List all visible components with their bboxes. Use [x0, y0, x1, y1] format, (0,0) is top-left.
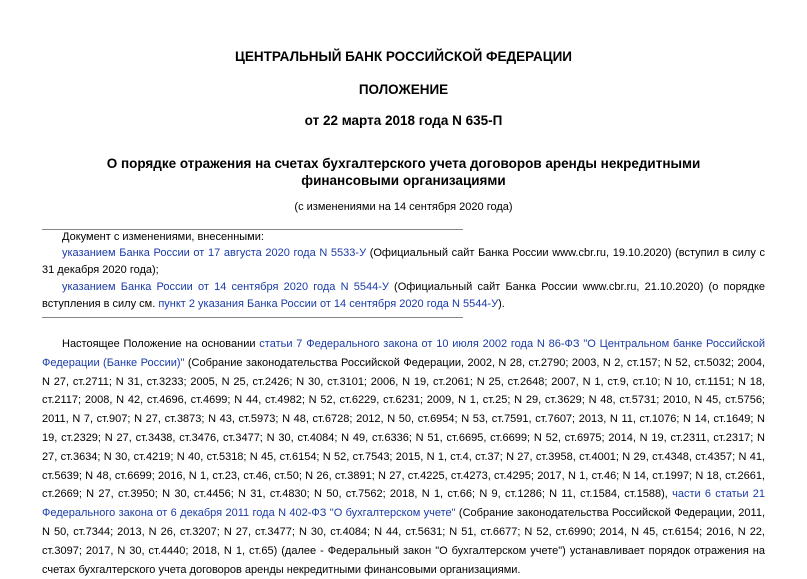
main-text-1: Настоящее Положение на основании	[62, 338, 260, 350]
document-date-number: от 22 марта 2018 года N 635-П	[304, 113, 503, 128]
main-paragraph	[42, 335, 765, 579]
change-item-1	[42, 245, 765, 280]
main-text-3: (Собрание законодательства Российской Федерации, 2011, N 50, ст.7344; 2013, N 26, ст.3207; N 27, ст.3477; N 30, ст.4084; N 44, ст.5631; N 51, ст.6677; N 52, ст.6990; 2014, N 45, ст.6154; 2016, N 22, ст.3097; 2017, N 30, ст.4440; 2018, N 1, ст.65) (далее - Федеральный закон "О бухгалтерском учете") устанавливает порядок отражения на счетах бухгалтерского учета договоров аренды некредитными финансовыми организациями.	[42, 507, 765, 576]
main-text-2: (Собрание законодательства Российской Федерации, 2002, N 28, ст.2790; 2003, N 2, ст.157; N 52, ст.5032; 2004, N 27, ст.2711; N 31, ст.3233; 2005, N 25, ст.2426; N 30, ст.3101; 2006, N 19, ст.2061; N 25, ст.2648; 2007, N 1, ст.9, ст.10; N 10, ст.1151; N 18, ст.2117; 2008, N 42, ст.4696, ст.4699; N 44, ст.4982; N 52, ст.6229, ст.6231; 2009, N 1, ст.25; N 29, ст.3629; N 48, ст.5731; 2010, N 45, ст.5756; 2011, N 7, ст.907; N 27, ст.3873; N 43, ст.5973; N 48, ст.6728; 2012, N 50, ст.6954; N 53, ст.7591, ст.7607; 2013, N 11, ст.1076; N 14, ст.1649; N 19, ст.2329; N 27, ст.3438, ст.3476, ст.3477; N 30, ст.4084; N 49, ст.6336; N 51, ст.6695, ст.6699; N 52, ст.6975; 2014, N 19, ст.2311, ст.2317; N 27, ст.3634; N 30, ст.4219; N 40, ст.5318; N 45, ст.6154; N 52, ст.7543; 2015, N 1, ст.4, ст.37; N 27, ст.3958, ст.4001; N 29, ст.4348, ст.4357; N 41, ст.5639; N 48, ст.6699; 2016, N 1, ст.23, ст.46, ст.50; N 26, ст.3891; N 27, ст.4225, ст.4273, ст.4295; 2017, N 1, ст.46; N 14, ст.1997; N 18, ст.2661, ст.2669; N 27, ст.3950; N 30, ст.4456; N 31, ст.4830; N 50, ст.7562; 2018, N 1, ст.66; N 9, ст.1286; N 11, ст.1584, ст.1588),	[42, 356, 765, 501]
document-subtitle: (с изменениями на 14 сентября 2020 года)	[294, 201, 513, 213]
change-text-2: (Официальный сайт Банка России www.cbr.ru, 21.10.2020) (о порядке вступления в силу см.	[42, 281, 766, 311]
divider-bottom	[42, 317, 463, 318]
document-title: О порядке отражения на счетах бухгалтерского учета договоров аренды некредитными финансовыми организациями	[106, 156, 701, 188]
law-86-fz-link[interactable]: статьи 7 Федерального закона от 10 июля 2002 года N 86-ФЗ "О Центральном банке Российской Федерации (Банке России)"	[42, 338, 766, 369]
change-item-2	[42, 279, 765, 314]
change-text-1: (Официальный сайт Банка России www.cbr.ru, 19.10.2020) (вступил в силу с 31 декабря 2020 года);	[42, 247, 765, 277]
change-link-5533[interactable]: указанием Банка России от 17 августа 2020 года N 5533-У	[62, 247, 367, 259]
change-text-2-end: ).	[498, 298, 505, 311]
changes-heading: Документ с изменениями, внесенными:	[62, 231, 264, 243]
law-402-fz-link[interactable]: части 6 статьи 21 Федерального закона от 6 декабря 2011 года N 402-ФЗ "О бухгалтерском учете"	[42, 488, 766, 520]
change-link-5544[interactable]: указанием Банка России от 14 сентября 2020 года N 5544-У	[62, 281, 389, 293]
document-type: ПОЛОЖЕНИЕ	[358, 82, 449, 97]
change-link-5544-point2[interactable]: пункт 2 указания Банка России от 14 сентября 2020 года N 5544-У	[158, 298, 499, 311]
issuing-organization: ЦЕНТРАЛЬНЫЙ БАНК РОССИЙСКОЙ ФЕДЕРАЦИИ	[234, 49, 573, 64]
